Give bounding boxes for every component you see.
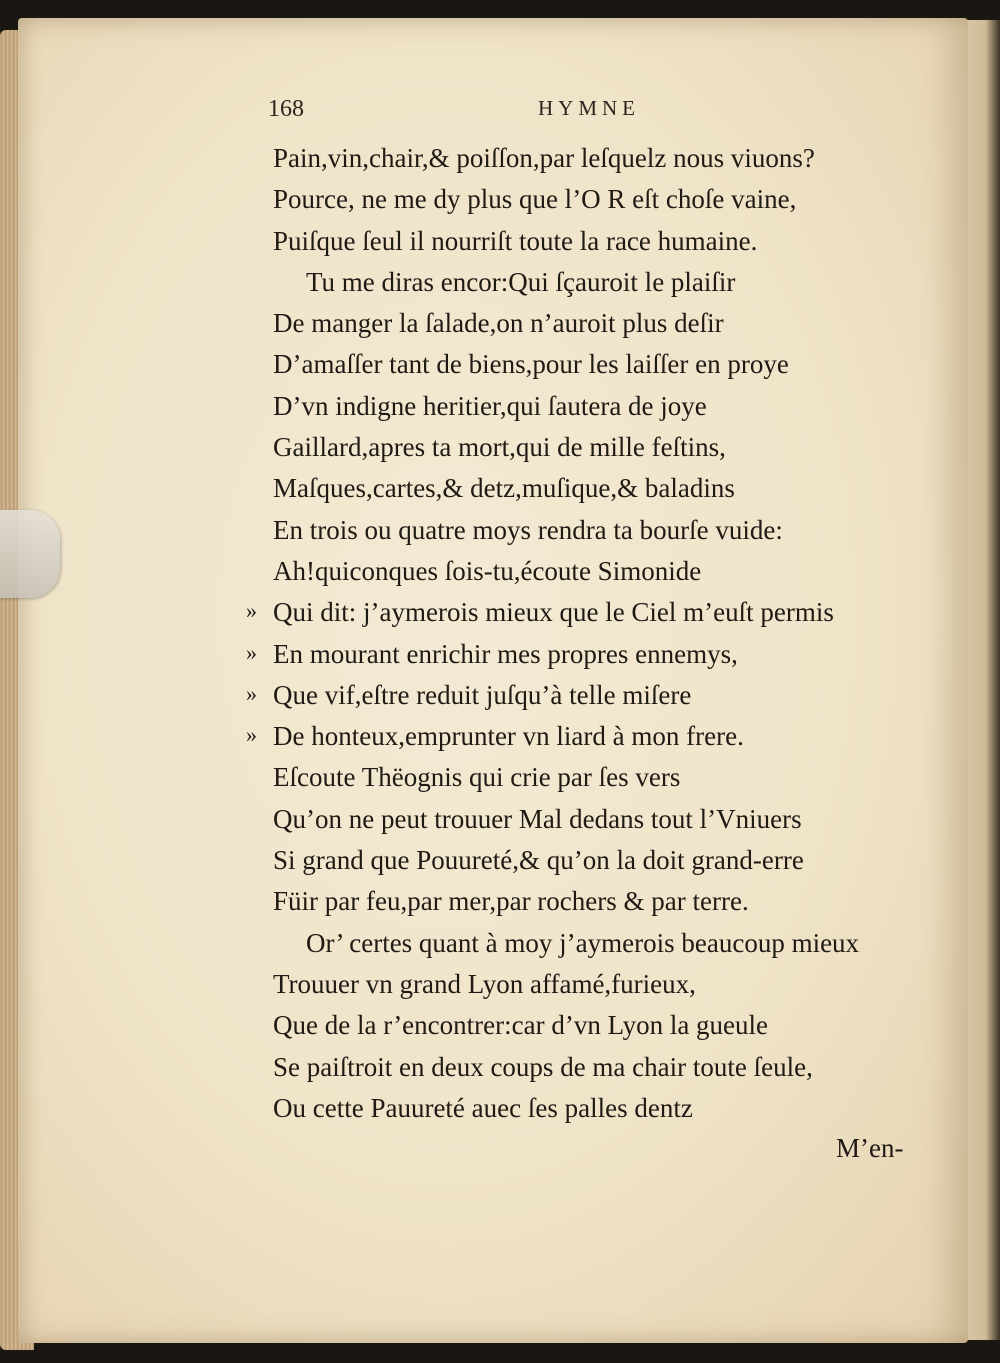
verse-line-text: En mourant enrichir mes propres ennemys, xyxy=(273,638,738,669)
verse-line xyxy=(18,634,968,675)
verse-line-text: Que vif,eſtre reduit juſqu’à telle miſere xyxy=(273,679,692,710)
verse-line-text: Trouuer vn grand Lyon affamé,furieux, xyxy=(273,968,696,999)
verse-line xyxy=(18,551,968,592)
gnomic-quote-mark: » xyxy=(246,639,257,665)
verse-line-text: Füir par feu,par mer,par rochers & par terre. xyxy=(273,886,749,917)
verse-line-text: Que de la r’encontrer:car d’vn Lyon la gueule xyxy=(273,1010,769,1041)
verse-line xyxy=(18,427,968,468)
verse-line-text: De manger la ſalade,on n’auroit plus deſir xyxy=(273,308,724,339)
gnomic-quote-mark: » xyxy=(246,598,257,624)
verse-line xyxy=(18,1005,968,1046)
gnomic-quote-mark: » xyxy=(246,680,257,706)
book-page xyxy=(18,18,968,1343)
verse-line-text: D’amaſſer tant de biens,pour les laiſſer en proye xyxy=(273,349,789,380)
verse-line xyxy=(18,592,968,633)
bookmark-clip xyxy=(0,510,60,598)
verse-line-text: Gaillard,apres ta mort,qui de mille feſtins, xyxy=(273,432,726,463)
verse-line xyxy=(18,881,968,922)
verse-line-text: Puiſque ſeul il nourriſt toute la race humaine. xyxy=(273,225,758,256)
verse-line-text: En trois ou quatre moys rendra ta bourſe vuide: xyxy=(273,514,783,545)
verse-line xyxy=(18,510,968,551)
verse-line xyxy=(18,757,968,798)
verse-line xyxy=(18,675,968,716)
verse-line xyxy=(18,964,968,1005)
page-number: 168 xyxy=(268,96,304,122)
verse-line xyxy=(18,303,968,344)
verse-line xyxy=(18,468,968,509)
verse-line-text: Eſcoute Thëognis qui crie par ſes vers xyxy=(273,762,681,793)
verse-line xyxy=(18,799,968,840)
verse-line-text: Tu me diras encor:Qui ſçauroit le plaiſir xyxy=(306,266,736,297)
page-header xyxy=(18,96,968,130)
verse-line xyxy=(18,262,968,303)
verse-line xyxy=(18,221,968,262)
verse-line-text: Se paiſtroit en deux coups de ma chair toute ſeule, xyxy=(273,1051,813,1082)
verse-line-text: Pource, ne me dy plus que l’O R eſt choſe vaine, xyxy=(273,184,797,215)
verse-line-text: Ah!quiconques ſois-tu,écoute Simonide xyxy=(273,555,702,586)
verse-line xyxy=(18,138,968,179)
verse-line-text: D’vn indigne heritier,qui ſautera de joye xyxy=(273,390,707,421)
verse-line-text: De honteux,emprunter vn liard à mon frere. xyxy=(273,721,744,752)
verse-line xyxy=(18,840,968,881)
verse-line-text: Qui dit: j’aymerois mieux que le Ciel m’euſt permis xyxy=(273,597,834,628)
verse-line xyxy=(18,1088,968,1129)
verse-line xyxy=(18,386,968,427)
verse-line xyxy=(18,179,968,220)
verse-line-text: Pain,vin,chair,& poiſſon,par leſquelz nous viuons? xyxy=(273,143,815,173)
verse-line-text: Qu’on ne peut trouuer Mal dedans tout l’Vniuers xyxy=(273,803,802,834)
gnomic-quote-mark: » xyxy=(246,722,257,748)
verse-line-text: Maſques,cartes,& detz,muſique,& baladins xyxy=(273,473,735,504)
verse-line-text: Ou cette Pauureté auec ſes palles dentz xyxy=(273,1092,693,1123)
verse-line-text: Or’ certes quant à moy j’aymerois beaucoup mieux xyxy=(306,927,860,958)
verse-line xyxy=(18,716,968,757)
verse-line xyxy=(18,923,968,964)
page-edges-right xyxy=(964,20,1000,1340)
verse-text xyxy=(18,138,968,1129)
verse-line xyxy=(18,344,968,385)
verse-line xyxy=(18,1047,968,1088)
running-title: HYMNE xyxy=(538,96,640,120)
catchword: M’en- xyxy=(836,1133,904,1163)
verse-line-text: Si grand que Pouureté,& qu’on la doit grand-erre xyxy=(273,845,804,876)
